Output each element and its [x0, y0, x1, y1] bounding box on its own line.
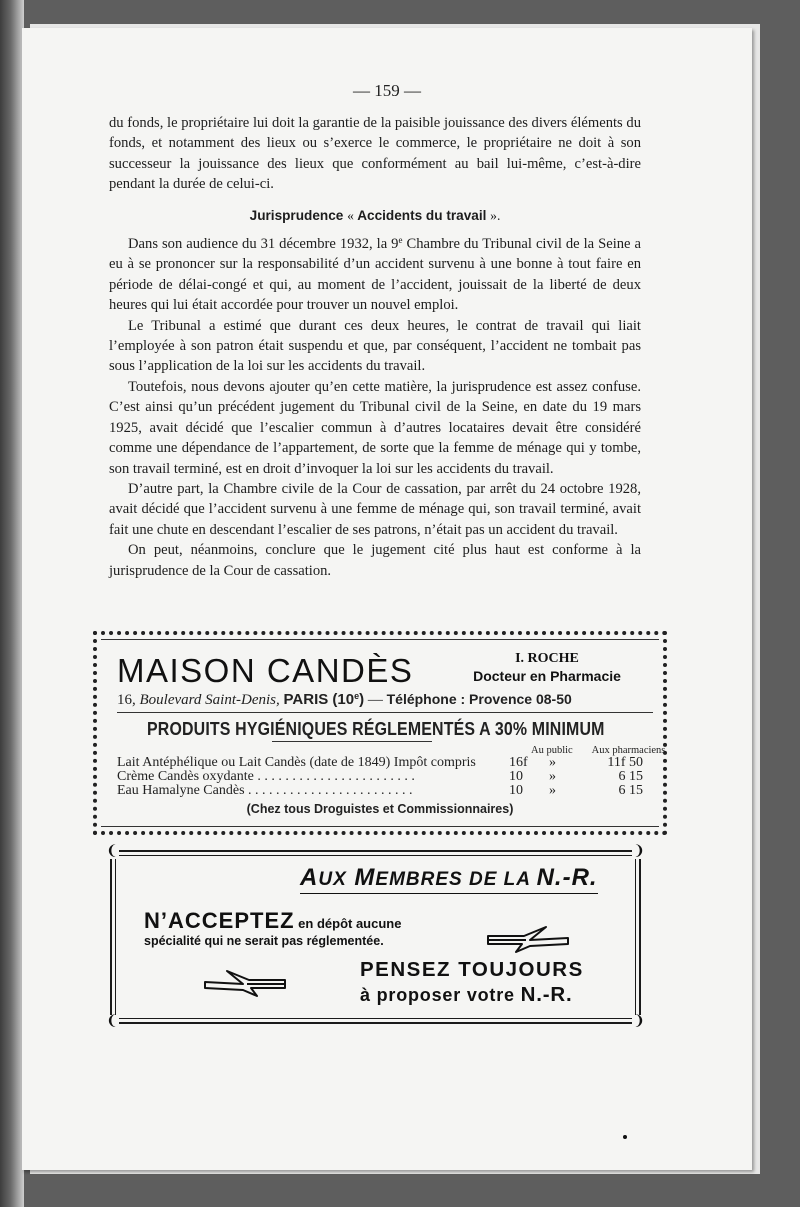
advertisement-nr [106, 844, 645, 1029]
price-pharmacien: 6 15 [618, 783, 643, 798]
pen-nib-icon [486, 924, 570, 954]
city-sup: e [354, 691, 360, 701]
product-name: Crème Candès oxydante . . . . . . . . . . . . . . . . . . . . . . . [117, 769, 415, 784]
product-name: Eau Hamalyne Candès . . . . . . . . . . . . . . . . . . . . . . . . [117, 783, 413, 798]
address-phone: Téléphone : Provence 08-50 [386, 691, 572, 707]
book-spine-shadow [0, 0, 24, 1207]
ad-pensez-text [360, 958, 584, 1007]
table-row [117, 756, 657, 770]
address-city [284, 691, 365, 708]
paragraph-1 [109, 234, 641, 316]
price-ditto: » [549, 755, 556, 770]
city-end: ) [359, 691, 365, 708]
pharmacist-name: I. ROCHE [515, 651, 579, 666]
accept-line2: spécialité qui ne serait pas réglementée. [144, 934, 384, 948]
section-heading [109, 206, 641, 226]
address-dash: — [367, 692, 383, 708]
corner-ornament-icon: ❩ [633, 844, 645, 859]
corner-ornament-icon: ❨ [106, 1014, 118, 1029]
heading-part1: Jurisprudence [249, 207, 344, 223]
paragraph-5: On peut, néanmoins, conclure que le jugement cité plus haut est conforme à la jurisprudence de la Cour de cassation. [109, 542, 641, 579]
accept-big: N’ACCEPTEZ [144, 908, 295, 933]
title-de: DE LA [462, 869, 537, 890]
title-embres: EMBRES [375, 869, 463, 890]
table-row [117, 770, 657, 784]
advertisement-maison-candes [93, 631, 667, 835]
ad-pharmacist [437, 651, 657, 684]
address-street: Boulevard Saint-Denis, [139, 692, 280, 708]
paragraph-continued: du fonds, le propriétaire lui doit la garantie de la paisible jouissance des divers éléments du fonds, et notamment des lieux ou s’exerce le commerce, le propriétaire ne doit à son successeur la jouissance des lieux que conformément au bail lui-même, c’est-à-dire pendant la durée de celui-ci. [109, 115, 641, 193]
price-table [117, 756, 657, 798]
price-public: 10 [509, 769, 523, 784]
pensez-line2-a: à proposer votre [360, 985, 521, 1005]
ad-accept-text [144, 908, 401, 948]
price-ditto: » [549, 769, 556, 784]
title-a: A [300, 864, 319, 891]
price-public: 16f [509, 755, 528, 770]
price-ditto: » [549, 783, 556, 798]
paragraph-3: Toutefois, nous devons ajouter qu’en cette matière, la jurisprudence est assez confuse. C’est ainsi qu’un précédent jugement du Tribunal civil de la Seine, en date du 19 mars 1925, avait décidé que l’escalier commun à d’autres locataires devait être considéré comme une dépendance de l’appartement, de sorte que la femme de ménage qui y tombe, son travail terminé, est en droit d’invoquer la loi sur les accidents du travail. [109, 378, 641, 477]
p1-before: Dans son audience du 31 décembre 1932, la 9 [128, 236, 399, 253]
ad-footer-note: (Chez tous Droguistes et Commissionnaires) [246, 802, 514, 816]
price-public: 10 [509, 783, 523, 798]
pensez-line1: PENSEZ TOUJOURS [360, 958, 584, 981]
col-pharmacien: Aux pharmaciens [591, 745, 666, 756]
ad-brand-name: MAISON CANDÈS [117, 652, 414, 689]
headline-rule [272, 741, 432, 742]
p1-after: Chambre du Tribunal civil de la Seine a eu à se prononcer sur la responsabilité d’un accident survenu à une bonne à tout faire en période de délai-congé et qui, au moment de l’accident, jouissait de la liberté de deux heures qui lui était accordée pour trouver un nouvel emploi. [109, 236, 641, 314]
p1-superscript: e [398, 235, 403, 246]
ad-address [117, 691, 653, 713]
product-name: Lait Antéphélique ou Lait Candès (date de 1849) Impôt compris [117, 755, 476, 770]
title-nr: N.-R. [536, 864, 598, 891]
heading-quote-open: « [347, 207, 354, 223]
title-m: M [346, 864, 376, 891]
price-pharmacien: 11f 50 [607, 755, 643, 770]
paragraph-2: Le Tribunal a estimé que durant ces deux heures, le contrat de travail qui liait l’employée à son patron était suspendu et que, par conséquent, l’accident ne tombait pas sous l’application de la loi sur les accidents du travail. [109, 317, 641, 375]
accept-small: en dépôt aucune [294, 916, 402, 931]
pensez-line2-b: N.-R. [520, 983, 573, 1006]
page-number: — 159 — [353, 81, 421, 100]
article-text [109, 113, 641, 581]
corner-ornament-icon: ❨ [106, 844, 118, 859]
price-pharmacien: 6 15 [618, 769, 643, 784]
heading-part2: Accidents du travail [357, 207, 487, 223]
ad-headline: PRODUITS HYGIÉNIQUES RÉGLEMENTÉS A 30% MINIMUM [147, 718, 605, 739]
title-ux: UX [318, 869, 347, 890]
book-page [22, 28, 752, 1170]
pharmacist-title: Docteur en Pharmacie [473, 668, 621, 684]
ad-title [300, 864, 598, 894]
ink-speck [623, 1135, 627, 1139]
address-number: 16, [117, 692, 136, 708]
table-row [117, 784, 657, 798]
pensez-line2 [360, 983, 584, 1007]
heading-quote-close: ». [490, 207, 501, 223]
col-public: Au public [531, 745, 573, 756]
city-text: PARIS (10 [283, 691, 355, 708]
paragraph-4: D’autre part, la Chambre civile de la Cour de cassation, par arrêt du 24 octobre 1928, avait décidé que l’accident survenu à une femme de ménage qui, son travail terminé, avait fait une chute en descendant l’escalier de ses patrons, n’était pas un accident du travail. [109, 480, 641, 538]
pen-nib-icon [203, 968, 287, 998]
corner-ornament-icon: ❩ [633, 1014, 645, 1029]
